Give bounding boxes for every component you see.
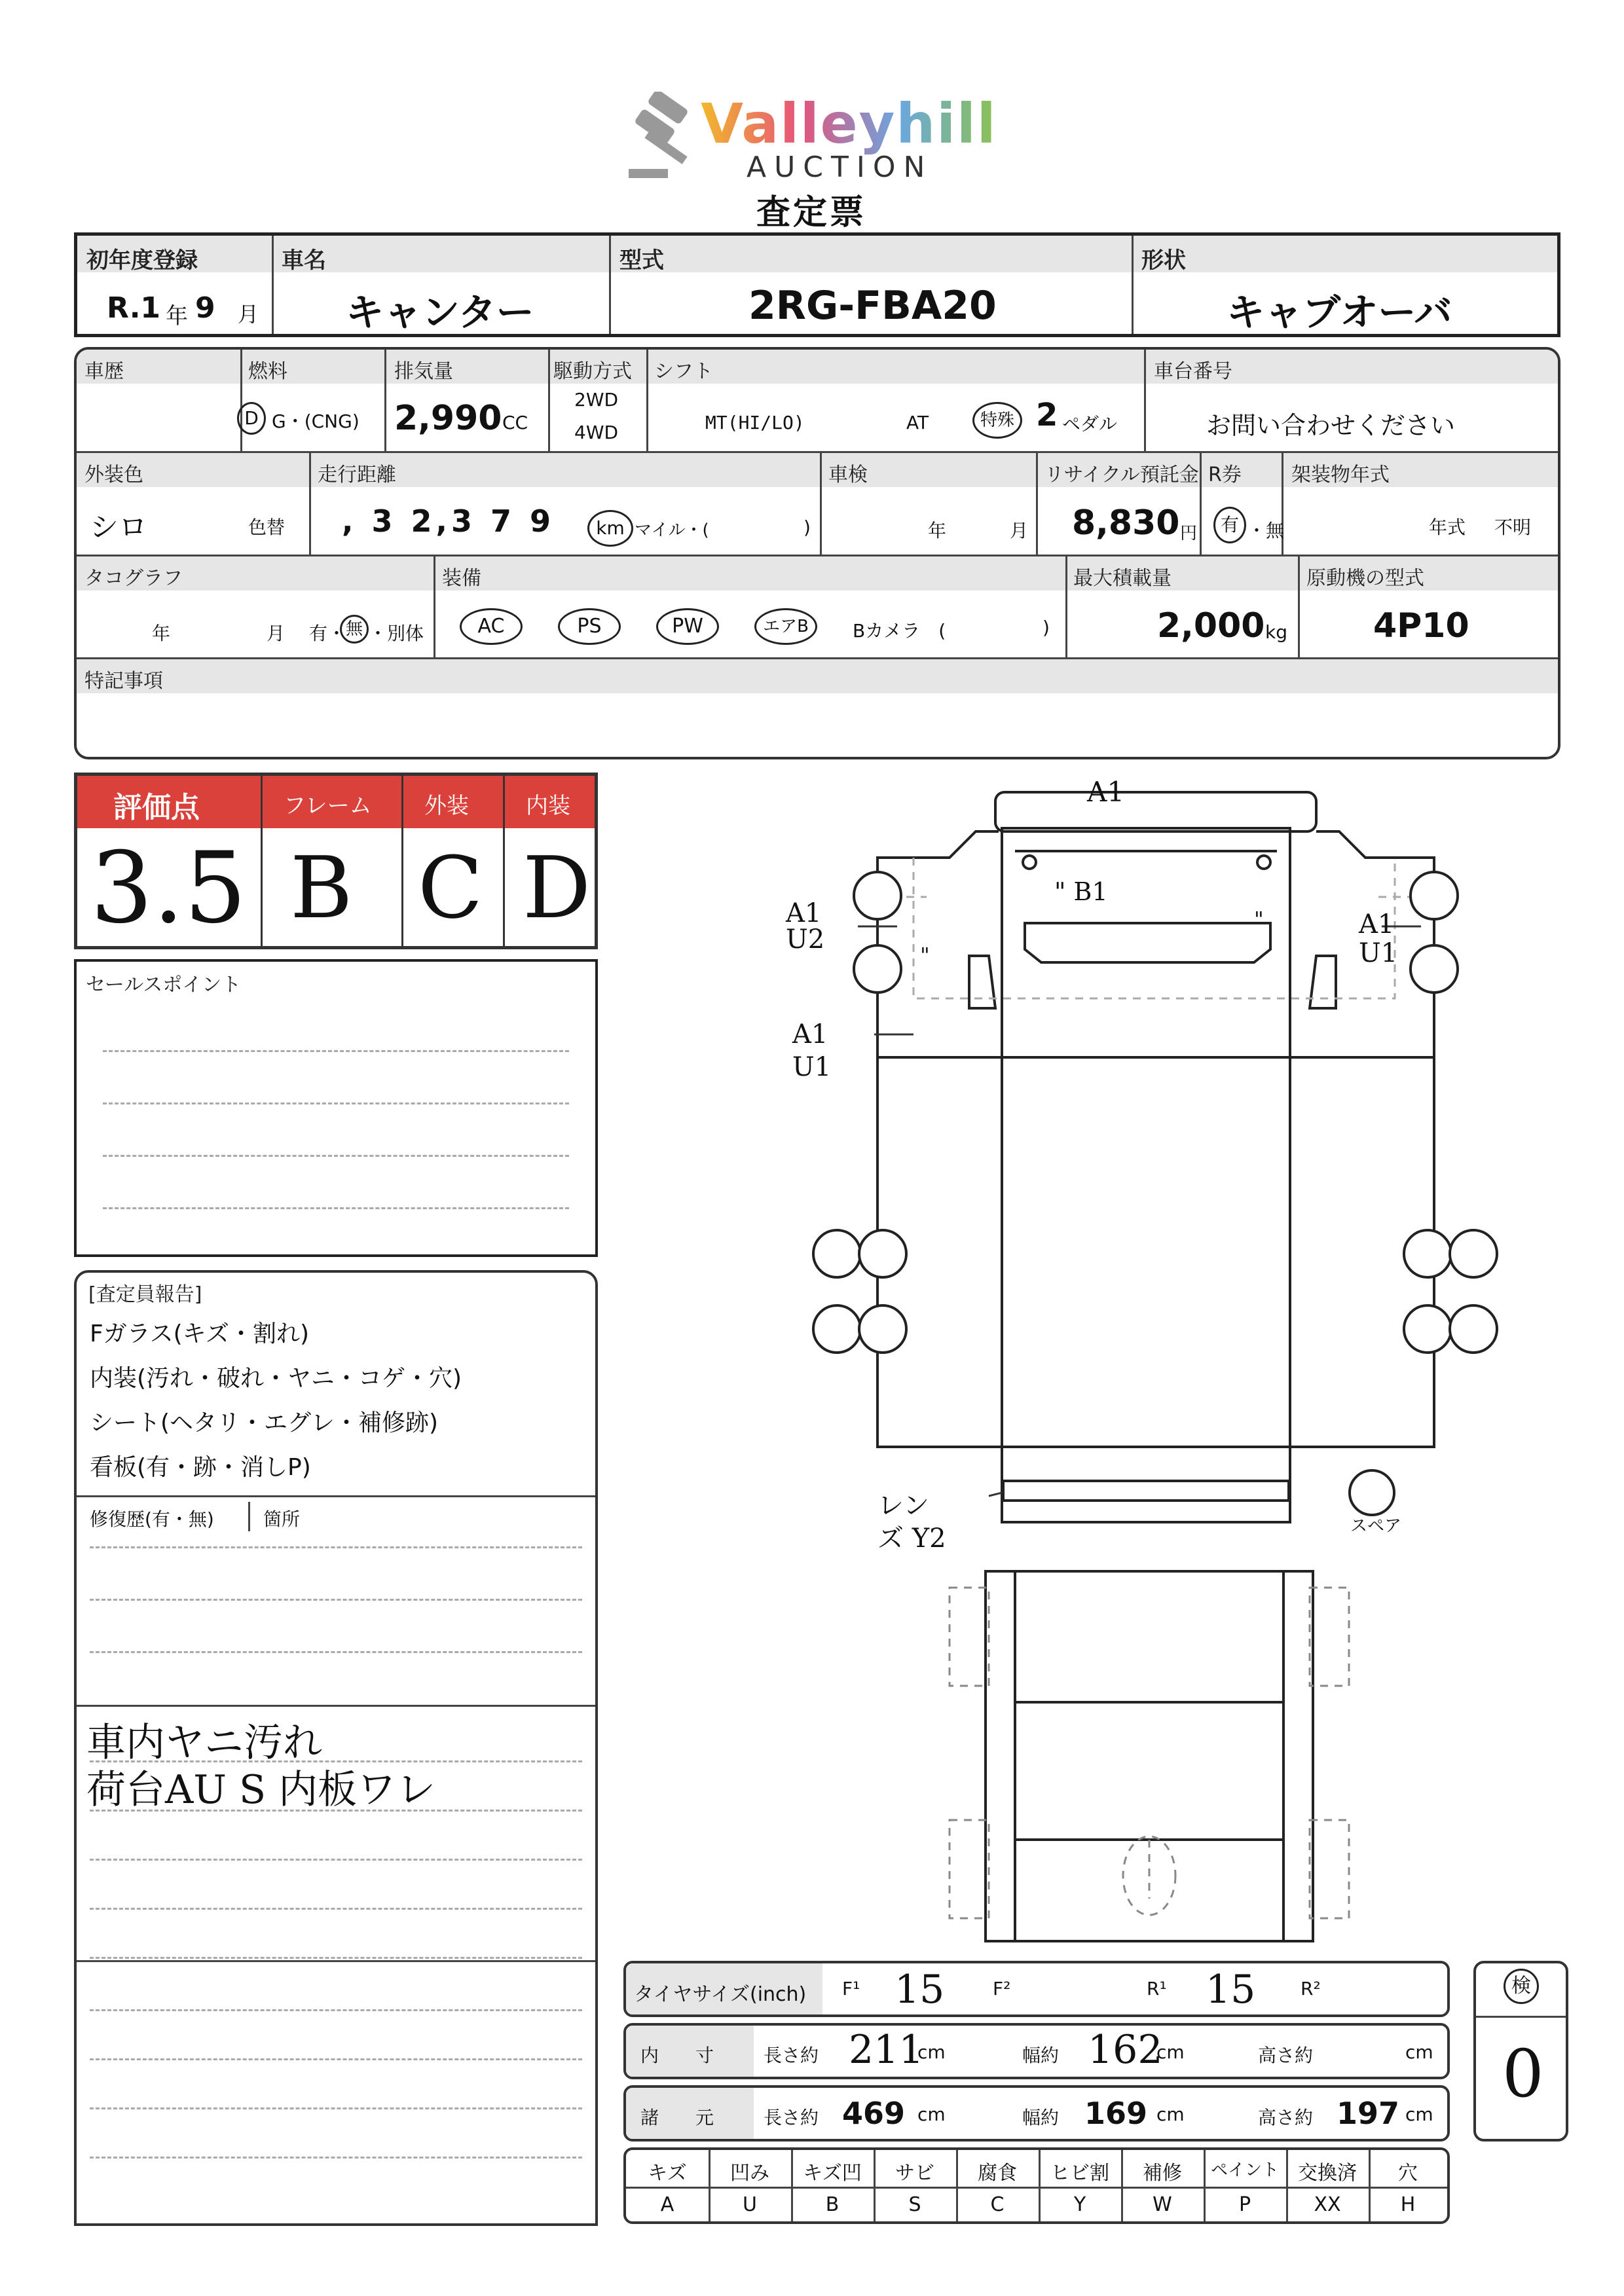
reg-year-unit: 年 — [166, 303, 188, 329]
r-no: ・無 — [1247, 520, 1285, 541]
tacho-separate: ・別体 — [369, 623, 424, 644]
tire-f1-label: F¹ — [842, 1978, 860, 1999]
sales-label: セールスポイント — [86, 974, 242, 996]
report-line-seat: シート(ヘタリ・エグレ・補修跡) — [90, 1410, 439, 1436]
disp-value: 2,990 — [394, 399, 502, 438]
spec-row — [623, 2085, 1450, 2141]
inner-dim-row — [623, 2023, 1450, 2079]
gavel-icon — [629, 92, 701, 183]
legend-code-8: XX — [1314, 2193, 1341, 2216]
body-year-value: 不明 — [1494, 517, 1532, 538]
exterior-label: 外装 — [424, 793, 469, 819]
mark-b1: " B1 — [1054, 877, 1108, 906]
tacho-options: 有・ — [309, 623, 346, 644]
fuel-label: 燃料 — [248, 360, 287, 383]
inspect-year: 年 — [928, 520, 947, 541]
brand-name: Valleyhill — [701, 92, 997, 156]
check-label: 検 — [1504, 1969, 1539, 2004]
mileage-km: km — [587, 510, 633, 547]
spare-label: スペア — [1350, 1516, 1402, 1536]
mark-a1-top: A1 — [1087, 776, 1125, 808]
spec-len-label: 長さ約 — [764, 2107, 819, 2128]
tire-size-row — [623, 1961, 1450, 2017]
shape-value: キャブオーバ — [1227, 290, 1452, 335]
recycle-value: 8,830 — [1072, 503, 1180, 543]
name-value: キャンター — [346, 290, 534, 335]
equip-airbag: エアB — [754, 608, 817, 645]
legend-name-8: 交換済 — [1298, 2162, 1357, 2185]
frame-value: B — [290, 838, 353, 938]
engine-value: 4P10 — [1373, 606, 1469, 646]
check-box — [1473, 1961, 1568, 2141]
mark-a1-u2: A1 U2 — [786, 898, 825, 955]
shift-mt: MT(HI/LO) — [705, 412, 805, 433]
spec-w-label: 幅約 — [1022, 2107, 1060, 2128]
score-label: 評価点 — [113, 791, 200, 824]
disp-unit: CC — [502, 412, 528, 433]
score-value: 3.5 — [90, 831, 247, 945]
legend-code-3: S — [908, 2193, 921, 2216]
repair-place: 箇所 — [263, 1508, 301, 1530]
check-value: 0 — [1502, 2035, 1544, 2112]
recycle-unit: 円 — [1180, 524, 1198, 543]
spec-label: 諸 元 — [640, 2107, 714, 2128]
equip-ac: AC — [460, 608, 523, 645]
spec-w-value: 169 — [1084, 2096, 1148, 2131]
mileage-mile: マイル・( — [635, 520, 709, 540]
equip-pw: PW — [656, 608, 719, 645]
legend-name-6: 補修 — [1143, 2162, 1182, 2185]
legend-name-9: 穴 — [1398, 2162, 1418, 2185]
inner-len-value: 211 — [849, 2027, 924, 2073]
tire-r1-value: 15 — [1206, 1967, 1256, 2013]
r-yes: 有 — [1213, 507, 1246, 543]
inspect-month: 月 — [1010, 520, 1029, 541]
exterior-value: C — [418, 838, 483, 938]
body-year-label: 架装物年式 — [1291, 464, 1390, 486]
legend-code-1: U — [743, 2193, 757, 2216]
report-line-glass: Fガラス(キズ・割れ) — [90, 1321, 309, 1347]
sales-point-box — [74, 959, 598, 1257]
tire-r1-label: R¹ — [1147, 1978, 1167, 1999]
inner-w-unit: cm — [1156, 2041, 1185, 2063]
report-line-sign: 看板(有・跡・消しP) — [90, 1454, 311, 1481]
legend-code-4: C — [990, 2193, 1005, 2216]
legend-code-6: W — [1153, 2193, 1172, 2216]
spec-h-unit: cm — [1405, 2104, 1433, 2125]
inspect-label: 車検 — [828, 464, 868, 486]
frame-label: フレーム — [284, 793, 372, 819]
body-year-unit: 年式 — [1429, 517, 1466, 538]
legend-name-7: ペイント — [1210, 2160, 1279, 2180]
mark-quote-right: " — [1254, 907, 1264, 932]
fuel-d: D — [237, 402, 266, 435]
drive-2wd: 2WD — [574, 389, 619, 410]
legend-name-4: 腐食 — [978, 2162, 1017, 2185]
inner-w-value: 162 — [1088, 2027, 1163, 2073]
mark-lens-y2: レンズ Y2 — [877, 1491, 946, 1554]
legend-code-5: Y — [1073, 2193, 1086, 2216]
report-note-2: 荷台AU S 内板ワレ — [86, 1767, 436, 1813]
shift-at: AT — [906, 412, 929, 433]
spec-w-unit: cm — [1156, 2104, 1185, 2125]
inner-len-label: 長さ約 — [764, 2045, 819, 2066]
mark-quote-left: " — [920, 943, 930, 968]
spec-len-unit: cm — [917, 2104, 946, 2125]
tacho-label: タコグラフ — [84, 567, 183, 590]
color-value: シロ — [90, 511, 147, 544]
drive-label: 駆動方式 — [553, 360, 632, 383]
camera: Bカメラ ( — [853, 620, 946, 642]
legend-code-9: H — [1400, 2193, 1416, 2216]
name-label: 車名 — [282, 247, 326, 274]
mark-a1-u1-right: A1 U1 — [1359, 909, 1398, 968]
logo — [629, 92, 1035, 190]
camera-close: ) — [1043, 617, 1050, 638]
vehicle-info-box — [74, 347, 1560, 759]
spec-h-label: 高さ約 — [1258, 2107, 1314, 2128]
drive-4wd: 4WD — [574, 422, 619, 443]
mark-a1-u1-left: A1 U1 — [792, 1019, 832, 1082]
shift-label: シフト — [654, 360, 713, 383]
legend-name-5: ヒビ割 — [1050, 2162, 1109, 2185]
tacho-none: 無 — [340, 615, 369, 644]
tacho-month: 月 — [267, 623, 286, 644]
inner-h-label: 高さ約 — [1258, 2045, 1314, 2066]
model-value: 2RG-FBA20 — [748, 283, 997, 329]
r-label: R券 — [1208, 464, 1242, 486]
legend-name-0: キズ — [648, 2162, 687, 2185]
equip-label: 装備 — [442, 567, 481, 590]
chassis-value: お問い合わせください — [1206, 411, 1456, 440]
tire-r2-label: R² — [1301, 1978, 1321, 1999]
inner-w-label: 幅約 — [1022, 2045, 1060, 2066]
page-title: 査定票 — [756, 193, 867, 232]
pedal-unit: ペダル — [1062, 413, 1118, 435]
tire-f1-value: 15 — [895, 1967, 945, 2013]
special-label: 特記事項 — [84, 670, 163, 693]
fuel-options: G・(CNG) — [272, 410, 360, 432]
equip-ps: PS — [558, 608, 621, 645]
color-label: 外装色 — [84, 464, 143, 486]
reg-month: 9 — [195, 291, 215, 325]
report-label: [査定員報告] — [88, 1283, 202, 1306]
mileage-label: 走行距離 — [318, 464, 396, 486]
row1-box — [74, 232, 1560, 337]
repair-label: 修復歴(有・無) — [90, 1508, 214, 1530]
shift-special: 特殊 — [972, 402, 1022, 439]
report-note-1: 車内ヤニ汚れ — [86, 1720, 322, 1766]
legend-name-3: サビ — [895, 2162, 934, 2185]
damage-legend — [623, 2147, 1450, 2224]
reg-era: R.1 — [107, 291, 161, 325]
chassis-label: 車台番号 — [1154, 360, 1232, 383]
inner-len-unit: cm — [917, 2041, 946, 2063]
inner-label: 内 寸 — [640, 2045, 714, 2066]
inner-h-unit: cm — [1405, 2041, 1433, 2063]
disp-label: 排気量 — [394, 360, 453, 383]
report-box — [74, 1270, 598, 2226]
brand-sub: AUCTION — [747, 151, 933, 184]
tire-f2-label: F² — [993, 1978, 1011, 1999]
legend-code-2: B — [825, 2193, 840, 2216]
load-unit: kg — [1265, 621, 1287, 643]
tacho-year: 年 — [152, 623, 171, 644]
reg-label: 初年度登録 — [86, 247, 198, 274]
interior-value: D — [523, 838, 591, 938]
pedal-value: 2 — [1036, 397, 1058, 433]
shape-label: 形状 — [1141, 247, 1186, 274]
history-label: 車歴 — [84, 360, 124, 383]
legend-name-2: キズ凹 — [803, 2162, 862, 2185]
spec-len-value: 469 — [842, 2096, 906, 2131]
report-line-interior: 内装(汚れ・破れ・ヤニ・コゲ・穴) — [90, 1365, 462, 1392]
spec-h-value: 197 — [1337, 2096, 1400, 2131]
tire-label: タイヤサイズ(inch) — [634, 1983, 807, 2006]
mileage-close: ) — [803, 517, 811, 538]
model-label: 型式 — [619, 247, 664, 274]
mileage-value: , 3 2,3 7 9 — [342, 503, 555, 539]
engine-label: 原動機の型式 — [1306, 567, 1424, 590]
reg-month-unit: 月 — [238, 302, 259, 327]
recycle-label: リサイクル預託金 — [1044, 464, 1199, 486]
color-repaint: 色替 — [248, 517, 286, 538]
legend-code-0: A — [660, 2193, 674, 2216]
load-label: 最大積載量 — [1073, 567, 1172, 590]
score-box — [74, 773, 598, 949]
load-value: 2,000 — [1157, 606, 1265, 646]
interior-label: 内装 — [526, 793, 570, 819]
legend-code-7: P — [1238, 2193, 1251, 2216]
legend-name-1: 凹み — [730, 2162, 769, 2185]
